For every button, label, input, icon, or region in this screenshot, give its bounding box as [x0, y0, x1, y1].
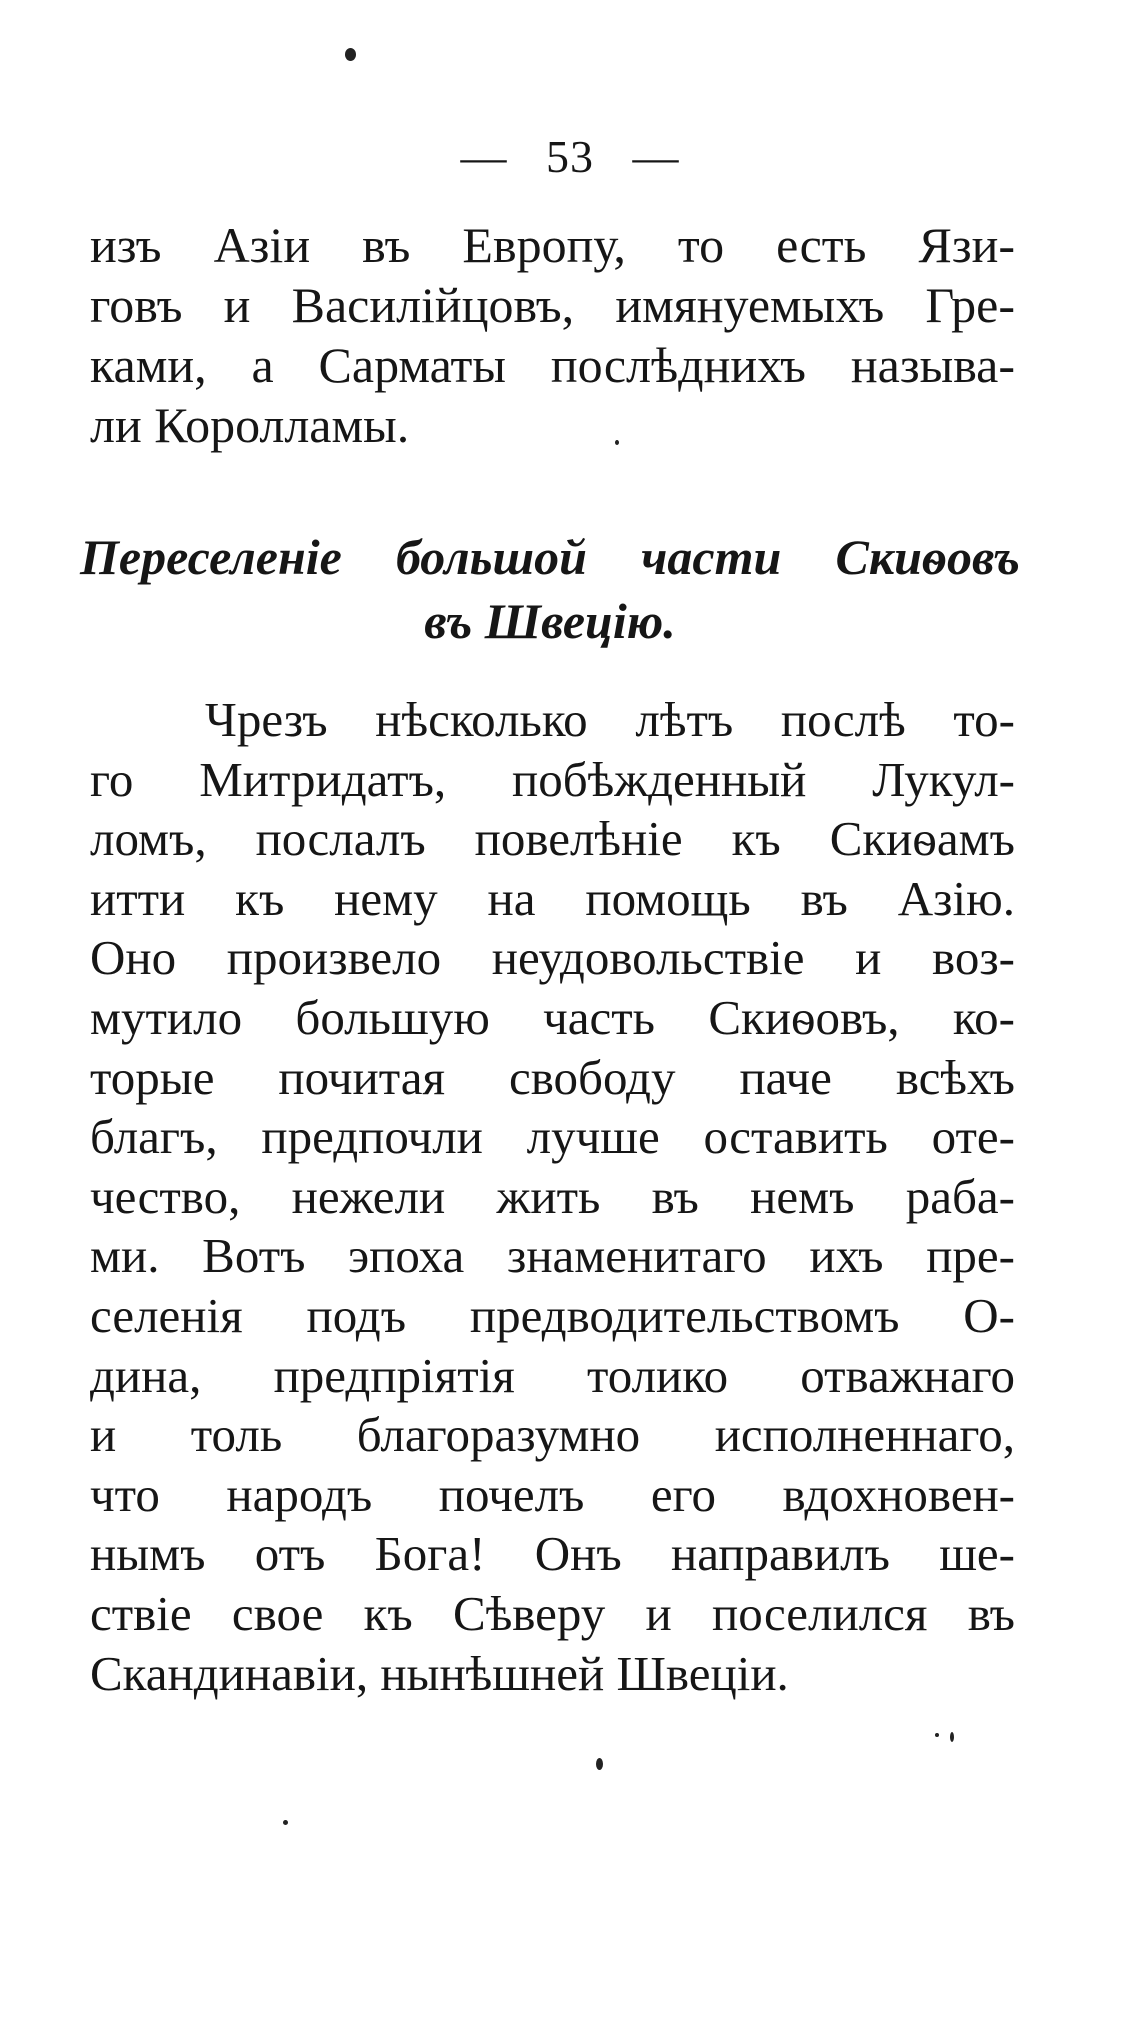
- intro-paragraph: [90, 215, 1015, 455]
- text-line: чество, нежели жить въ немъ раба-: [90, 1168, 1015, 1224]
- text-line: ствіе свое къ Сѣверу и поселился въ: [90, 1585, 1015, 1641]
- page-number-line: [0, 130, 1140, 183]
- text-line: благъ, предпочли лучше оставить оте-: [90, 1109, 1015, 1165]
- text-line: Чрезъ нѣсколько лѣтъ послѣ то-: [205, 692, 1015, 747]
- page-number: 53: [546, 131, 594, 182]
- body-paragraph: [90, 690, 1015, 1703]
- ink-speck: [935, 1733, 939, 1737]
- text-line: и толь благоразумно исполненнаго,: [90, 1407, 1015, 1463]
- text-line: торые почитая свободу паче всѣхъ: [90, 1049, 1015, 1105]
- ink-speck: [596, 1758, 603, 1770]
- text-line: ками, а Сарматы послѣднихъ называ-: [90, 337, 1015, 393]
- text-line: ломъ, послалъ повелѣніе къ Скиѳамъ: [90, 811, 1015, 867]
- text-line: ли Королламы.: [90, 397, 410, 453]
- ink-speck: [283, 1820, 288, 1825]
- text-line: Скандинавіи, нынѣшней Швеціи.: [90, 1645, 789, 1701]
- text-line: ми. Вотъ эпоха знаменитаго ихъ пре-: [90, 1228, 1015, 1284]
- page-number-dash-right: —: [632, 131, 680, 182]
- text-line: мутило большую часть Скиѳовъ, ко-: [90, 989, 1015, 1045]
- text-line: нымъ отъ Бога! Онъ направилъ ше-: [90, 1526, 1015, 1582]
- ink-speck: [950, 1732, 954, 1742]
- section-heading-line-1: Переселеніе большой части Скиѳовъ: [80, 529, 1020, 585]
- text-line: что народъ почелъ его вдохновен-: [90, 1466, 1015, 1522]
- text-line: го Митридатъ, побѣжденный Лукул-: [90, 751, 1015, 807]
- text-line: Оно произвело неудовольствіе и воз-: [90, 930, 1015, 986]
- section-heading: [80, 525, 1020, 653]
- text-line: дина, предпріятія толико отважнаго: [90, 1347, 1015, 1403]
- page-number-dash-left: —: [460, 131, 508, 182]
- text-line: изъ Азіи въ Европу, то есть Язи-: [90, 217, 1015, 273]
- ink-speck: [345, 48, 356, 61]
- text-line: селенія подъ предводительствомъ О-: [90, 1287, 1015, 1343]
- text-line: говъ и Василійцовъ, имянуемыхъ Гре-: [90, 277, 1015, 333]
- text-line: итти къ нему на помощь въ Азію.: [90, 870, 1015, 926]
- section-heading-line-2: въ Швецію.: [424, 593, 676, 649]
